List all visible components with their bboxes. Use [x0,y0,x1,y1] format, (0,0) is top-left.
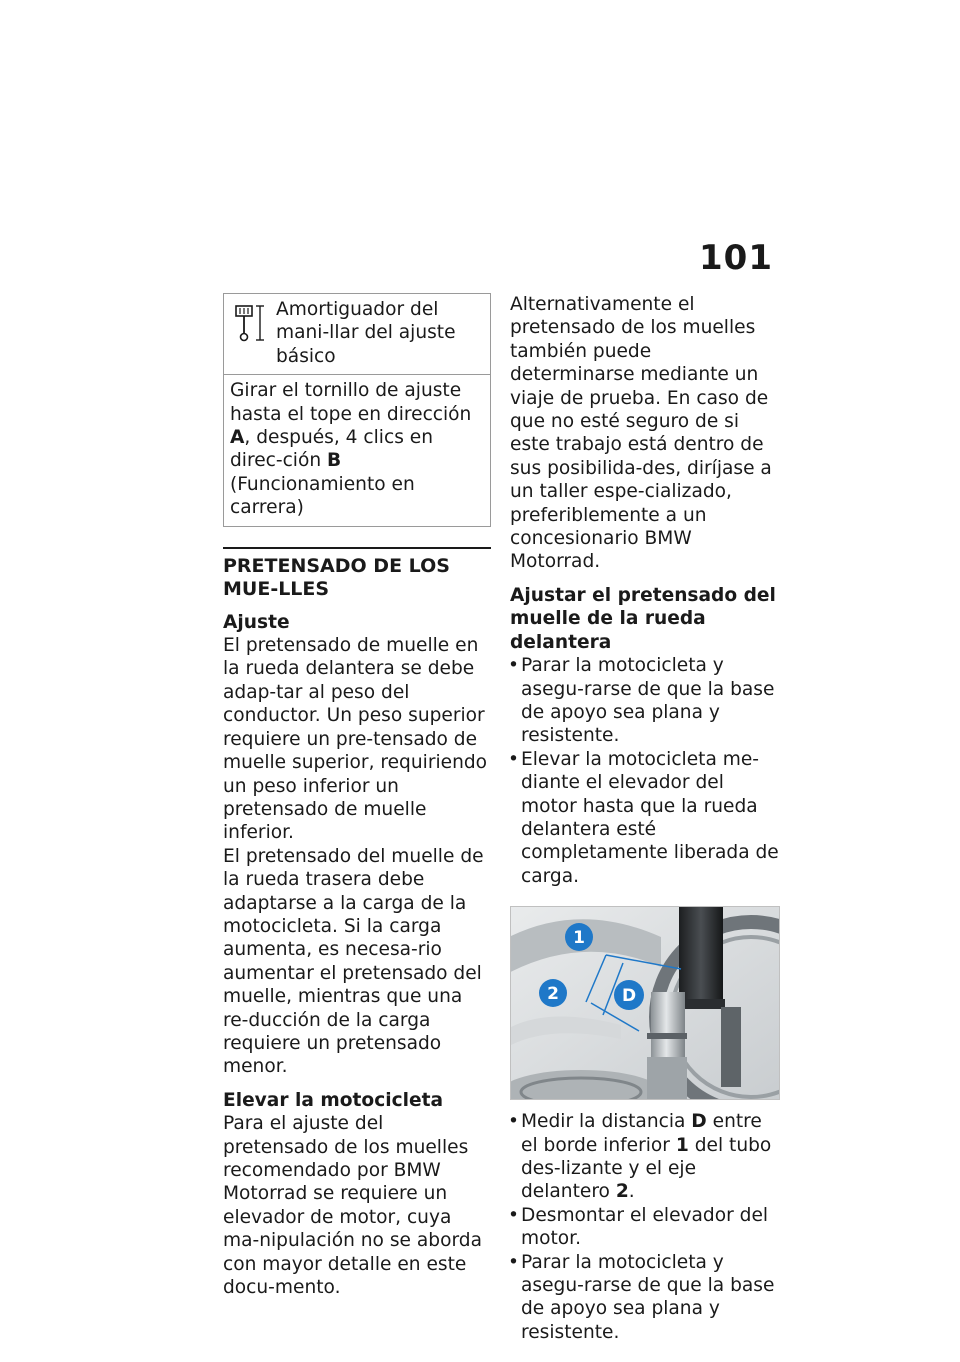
ref-2: 2 [615,1181,629,1203]
subheading-ajuste: Ajuste [223,611,290,633]
measure-text-3: del tubo des-lizante y el eje delantero [521,1134,772,1203]
measure-text-2: entre el borde inferior [521,1111,762,1156]
ref-d: D [691,1111,707,1133]
ajuste-paragraph-2: El pretensado del muelle de la rueda trasera debe adaptarse a la carga de la motocicleta. Si la carga aumenta, es necesa-rio aumentar el pretensado del muelle, mientras que una re-ducción de la carga requiere un pretensado menor. [223,845,484,1078]
tip-box-body [224,375,490,525]
right-column [510,293,780,1344]
bullet-list-2 [510,1110,780,1344]
list-item: • Desmontar el elevador del motor. [510,1204,780,1251]
subheading-front-spring: Ajustar el pretensado del muelle de la rueda delantera [510,584,776,653]
intro-paragraph: Alternativamente el pretensado de los muelles también puede determinarse mediante un viaje de prueba. En caso de que no esté seguro de si este trabajo está dentro de sus posibilida-des, diríjase a un taller espe-cializado, preferiblemente a un concesionario BMW Motorrad. [510,294,772,573]
section-title: PRETENSADO DE LOS MUE-LLES [223,554,450,600]
list-item-measure [510,1110,780,1204]
tip-text-3: (Funcionamiento en carrera) [230,473,415,519]
marker-d-label: D [621,986,637,1007]
marker-2-label: 2 [547,984,559,1005]
tip-text-2: , después, 4 clics en direc-ción [230,427,434,472]
tip-text-1: Girar el tornillo de ajuste hasta el tope en dirección [230,380,472,425]
front-fork-illustration [510,906,780,1100]
shock-absorber-icon [230,300,270,344]
measure-text-1: Medir la distancia [521,1111,692,1133]
section-divider [223,547,491,1300]
ref-a: A [230,427,245,449]
tip-box-header [224,294,490,375]
marker-1-label: 1 [573,928,585,949]
list-item: • Parar la motocicleta y asegu-rarse de que la base de apoyo sea plana y resistente. [510,1251,780,1345]
elevar-paragraph: Para el ajuste del pretensado de los muelles recomendado por BMW Motorrad se requiere un elevador de motor, cuya ma-nipulación no se aborda con mayor detalle en este docu-mento. [223,1113,482,1299]
measure-text-4: . [628,1181,635,1203]
subheading-elevar: Elevar la motocicleta [223,1089,444,1111]
list-item: • Elevar la motocicleta me-diante el elevador del motor hasta que la rueda delantera esté completamente liberada de carga. [510,748,780,888]
tip-box [223,293,491,527]
left-column [223,293,491,1299]
list-item: • Parar la motocicleta y asegu-rarse de que la base de apoyo sea plana y resistente. [510,654,780,748]
bullet-list-1 [510,654,780,888]
ref-b: B [327,450,342,472]
tip-box-title: Amortiguador del mani-llar del ajuste básico [276,299,456,367]
ref-1: 1 [675,1134,689,1156]
ajuste-paragraph-1: El pretensado de muelle en la rueda delantera se debe adap-tar al peso del conductor. Un peso superior requiere un pre-tensado de muelle superior, requiriendo un peso inferior un pretensado de muelle inferior. [223,635,488,844]
page-number: 101 [699,238,773,278]
